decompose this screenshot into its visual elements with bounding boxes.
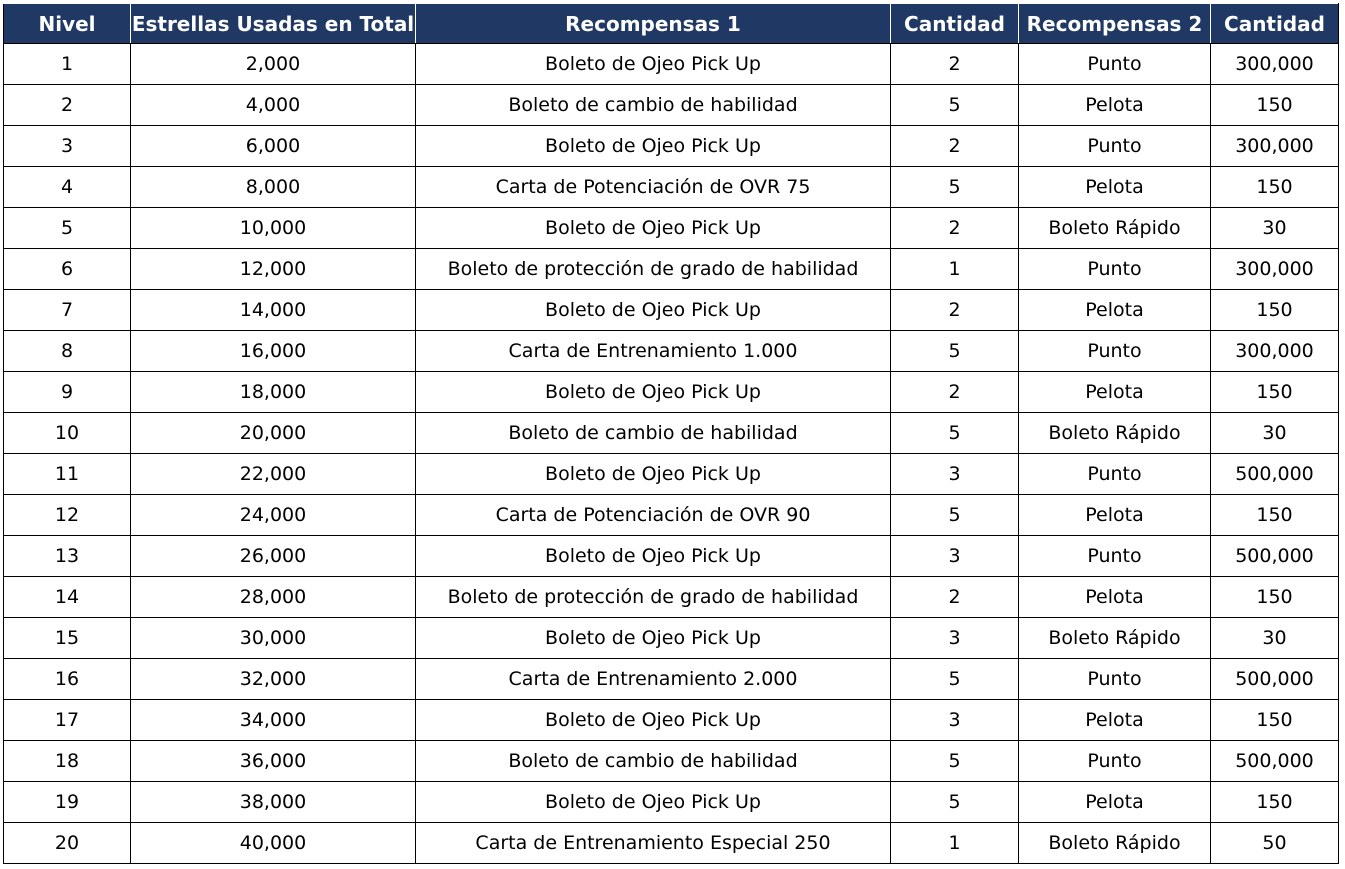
cell-cantidad-1: 1 bbox=[891, 823, 1019, 864]
cell-cantidad-1: 2 bbox=[891, 290, 1019, 331]
cell-recompensa-2: Punto bbox=[1019, 331, 1211, 372]
cell-recompensa-1: Carta de Entrenamiento Especial 250 bbox=[416, 823, 891, 864]
cell-nivel: 8 bbox=[4, 331, 131, 372]
rewards-table bbox=[3, 3, 1339, 864]
header-cantidad-1: Cantidad bbox=[891, 4, 1019, 44]
table-row bbox=[4, 700, 1339, 741]
table-row bbox=[4, 167, 1339, 208]
header-recompensas-1: Recompensas 1 bbox=[416, 4, 891, 44]
cell-cantidad-2: 150 bbox=[1211, 577, 1339, 618]
cell-nivel: 17 bbox=[4, 700, 131, 741]
cell-cantidad-1: 5 bbox=[891, 782, 1019, 823]
cell-cantidad-1: 5 bbox=[891, 741, 1019, 782]
cell-cantidad-2: 30 bbox=[1211, 618, 1339, 659]
cell-nivel: 4 bbox=[4, 167, 131, 208]
header-nivel: Nivel bbox=[4, 4, 131, 44]
cell-recompensa-2: Punto bbox=[1019, 249, 1211, 290]
cell-recompensa-1: Boleto de cambio de habilidad bbox=[416, 741, 891, 782]
cell-estrellas: 10,000 bbox=[131, 208, 416, 249]
cell-recompensa-1: Carta de Entrenamiento 1.000 bbox=[416, 331, 891, 372]
cell-recompensa-2: Punto bbox=[1019, 536, 1211, 577]
cell-cantidad-2: 300,000 bbox=[1211, 249, 1339, 290]
cell-cantidad-1: 5 bbox=[891, 659, 1019, 700]
cell-estrellas: 38,000 bbox=[131, 782, 416, 823]
cell-recompensa-1: Boleto de cambio de habilidad bbox=[416, 413, 891, 454]
cell-nivel: 13 bbox=[4, 536, 131, 577]
cell-cantidad-2: 150 bbox=[1211, 372, 1339, 413]
rewards-table-container bbox=[3, 3, 1339, 864]
cell-nivel: 9 bbox=[4, 372, 131, 413]
cell-recompensa-2: Boleto Rápido bbox=[1019, 823, 1211, 864]
cell-estrellas: 36,000 bbox=[131, 741, 416, 782]
cell-estrellas: 12,000 bbox=[131, 249, 416, 290]
cell-nivel: 15 bbox=[4, 618, 131, 659]
cell-cantidad-2: 150 bbox=[1211, 495, 1339, 536]
cell-estrellas: 6,000 bbox=[131, 126, 416, 167]
cell-estrellas: 22,000 bbox=[131, 454, 416, 495]
table-body bbox=[4, 44, 1339, 864]
cell-recompensa-1: Carta de Entrenamiento 2.000 bbox=[416, 659, 891, 700]
cell-estrellas: 20,000 bbox=[131, 413, 416, 454]
cell-cantidad-1: 2 bbox=[891, 208, 1019, 249]
cell-recompensa-2: Pelota bbox=[1019, 700, 1211, 741]
cell-nivel: 5 bbox=[4, 208, 131, 249]
cell-recompensa-2: Punto bbox=[1019, 454, 1211, 495]
cell-recompensa-2: Boleto Rápido bbox=[1019, 618, 1211, 659]
cell-recompensa-1: Boleto de Ojeo Pick Up bbox=[416, 126, 891, 167]
cell-cantidad-2: 50 bbox=[1211, 823, 1339, 864]
cell-recompensa-1: Carta de Potenciación de OVR 75 bbox=[416, 167, 891, 208]
cell-estrellas: 24,000 bbox=[131, 495, 416, 536]
cell-cantidad-1: 5 bbox=[891, 331, 1019, 372]
cell-recompensa-2: Punto bbox=[1019, 659, 1211, 700]
cell-estrellas: 30,000 bbox=[131, 618, 416, 659]
table-row bbox=[4, 659, 1339, 700]
cell-recompensa-1: Boleto de Ojeo Pick Up bbox=[416, 290, 891, 331]
cell-recompensa-1: Boleto de Ojeo Pick Up bbox=[416, 208, 891, 249]
cell-estrellas: 4,000 bbox=[131, 85, 416, 126]
cell-recompensa-2: Boleto Rápido bbox=[1019, 208, 1211, 249]
cell-nivel: 6 bbox=[4, 249, 131, 290]
cell-recompensa-1: Boleto de Ojeo Pick Up bbox=[416, 372, 891, 413]
cell-nivel: 20 bbox=[4, 823, 131, 864]
cell-cantidad-2: 500,000 bbox=[1211, 741, 1339, 782]
table-row bbox=[4, 331, 1339, 372]
cell-cantidad-2: 30 bbox=[1211, 208, 1339, 249]
table-row bbox=[4, 249, 1339, 290]
cell-cantidad-2: 300,000 bbox=[1211, 331, 1339, 372]
cell-cantidad-2: 150 bbox=[1211, 85, 1339, 126]
cell-nivel: 2 bbox=[4, 85, 131, 126]
table-row bbox=[4, 85, 1339, 126]
cell-nivel: 19 bbox=[4, 782, 131, 823]
cell-cantidad-2: 300,000 bbox=[1211, 126, 1339, 167]
table-row bbox=[4, 454, 1339, 495]
cell-cantidad-2: 150 bbox=[1211, 700, 1339, 741]
cell-estrellas: 40,000 bbox=[131, 823, 416, 864]
table-row bbox=[4, 126, 1339, 167]
cell-cantidad-2: 150 bbox=[1211, 290, 1339, 331]
cell-estrellas: 18,000 bbox=[131, 372, 416, 413]
cell-recompensa-1: Boleto de Ojeo Pick Up bbox=[416, 618, 891, 659]
cell-recompensa-2: Punto bbox=[1019, 44, 1211, 85]
cell-recompensa-1: Boleto de Ojeo Pick Up bbox=[416, 454, 891, 495]
cell-recompensa-2: Boleto Rápido bbox=[1019, 413, 1211, 454]
cell-estrellas: 14,000 bbox=[131, 290, 416, 331]
cell-estrellas: 32,000 bbox=[131, 659, 416, 700]
cell-nivel: 14 bbox=[4, 577, 131, 618]
cell-cantidad-1: 3 bbox=[891, 536, 1019, 577]
cell-nivel: 16 bbox=[4, 659, 131, 700]
cell-recompensa-2: Pelota bbox=[1019, 577, 1211, 618]
cell-cantidad-2: 150 bbox=[1211, 782, 1339, 823]
cell-recompensa-2: Punto bbox=[1019, 741, 1211, 782]
cell-nivel: 10 bbox=[4, 413, 131, 454]
table-row bbox=[4, 536, 1339, 577]
cell-cantidad-1: 3 bbox=[891, 700, 1019, 741]
table-row bbox=[4, 208, 1339, 249]
cell-nivel: 12 bbox=[4, 495, 131, 536]
table-row bbox=[4, 44, 1339, 85]
cell-estrellas: 26,000 bbox=[131, 536, 416, 577]
cell-cantidad-1: 3 bbox=[891, 454, 1019, 495]
cell-nivel: 1 bbox=[4, 44, 131, 85]
cell-recompensa-2: Pelota bbox=[1019, 372, 1211, 413]
cell-cantidad-1: 5 bbox=[891, 167, 1019, 208]
header-cantidad-2: Cantidad bbox=[1211, 4, 1339, 44]
cell-cantidad-1: 5 bbox=[891, 413, 1019, 454]
header-recompensas-2: Recompensas 2 bbox=[1019, 4, 1211, 44]
cell-recompensa-2: Pelota bbox=[1019, 782, 1211, 823]
cell-cantidad-1: 1 bbox=[891, 249, 1019, 290]
header-row bbox=[4, 4, 1339, 44]
cell-recompensa-1: Boleto de Ojeo Pick Up bbox=[416, 44, 891, 85]
table-row bbox=[4, 290, 1339, 331]
table-row bbox=[4, 823, 1339, 864]
cell-cantidad-2: 300,000 bbox=[1211, 44, 1339, 85]
cell-estrellas: 28,000 bbox=[131, 577, 416, 618]
header-estrellas-usadas: Estrellas Usadas en Total bbox=[131, 4, 416, 44]
cell-cantidad-1: 5 bbox=[891, 495, 1019, 536]
cell-estrellas: 2,000 bbox=[131, 44, 416, 85]
table-row bbox=[4, 372, 1339, 413]
cell-nivel: 3 bbox=[4, 126, 131, 167]
table-row bbox=[4, 413, 1339, 454]
cell-cantidad-1: 2 bbox=[891, 577, 1019, 618]
cell-recompensa-1: Boleto de Ojeo Pick Up bbox=[416, 536, 891, 577]
cell-cantidad-1: 2 bbox=[891, 126, 1019, 167]
cell-recompensa-1: Carta de Potenciación de OVR 90 bbox=[416, 495, 891, 536]
table-row bbox=[4, 782, 1339, 823]
cell-cantidad-2: 500,000 bbox=[1211, 659, 1339, 700]
cell-recompensa-2: Pelota bbox=[1019, 85, 1211, 126]
cell-recompensa-1: Boleto de protección de grado de habilidad bbox=[416, 577, 891, 618]
cell-recompensa-1: Boleto de cambio de habilidad bbox=[416, 85, 891, 126]
cell-estrellas: 34,000 bbox=[131, 700, 416, 741]
table-row bbox=[4, 741, 1339, 782]
cell-cantidad-2: 150 bbox=[1211, 167, 1339, 208]
cell-cantidad-1: 3 bbox=[891, 618, 1019, 659]
table-row bbox=[4, 618, 1339, 659]
table-row bbox=[4, 577, 1339, 618]
table-row bbox=[4, 495, 1339, 536]
cell-recompensa-1: Boleto de protección de grado de habilidad bbox=[416, 249, 891, 290]
cell-nivel: 18 bbox=[4, 741, 131, 782]
cell-cantidad-1: 5 bbox=[891, 85, 1019, 126]
cell-estrellas: 16,000 bbox=[131, 331, 416, 372]
cell-nivel: 11 bbox=[4, 454, 131, 495]
cell-cantidad-1: 2 bbox=[891, 372, 1019, 413]
cell-nivel: 7 bbox=[4, 290, 131, 331]
cell-estrellas: 8,000 bbox=[131, 167, 416, 208]
cell-recompensa-2: Pelota bbox=[1019, 290, 1211, 331]
cell-cantidad-2: 500,000 bbox=[1211, 536, 1339, 577]
cell-recompensa-2: Pelota bbox=[1019, 495, 1211, 536]
cell-cantidad-2: 500,000 bbox=[1211, 454, 1339, 495]
cell-recompensa-1: Boleto de Ojeo Pick Up bbox=[416, 700, 891, 741]
cell-recompensa-2: Punto bbox=[1019, 126, 1211, 167]
cell-recompensa-1: Boleto de Ojeo Pick Up bbox=[416, 782, 891, 823]
cell-recompensa-2: Pelota bbox=[1019, 167, 1211, 208]
cell-cantidad-2: 30 bbox=[1211, 413, 1339, 454]
cell-cantidad-1: 2 bbox=[891, 44, 1019, 85]
